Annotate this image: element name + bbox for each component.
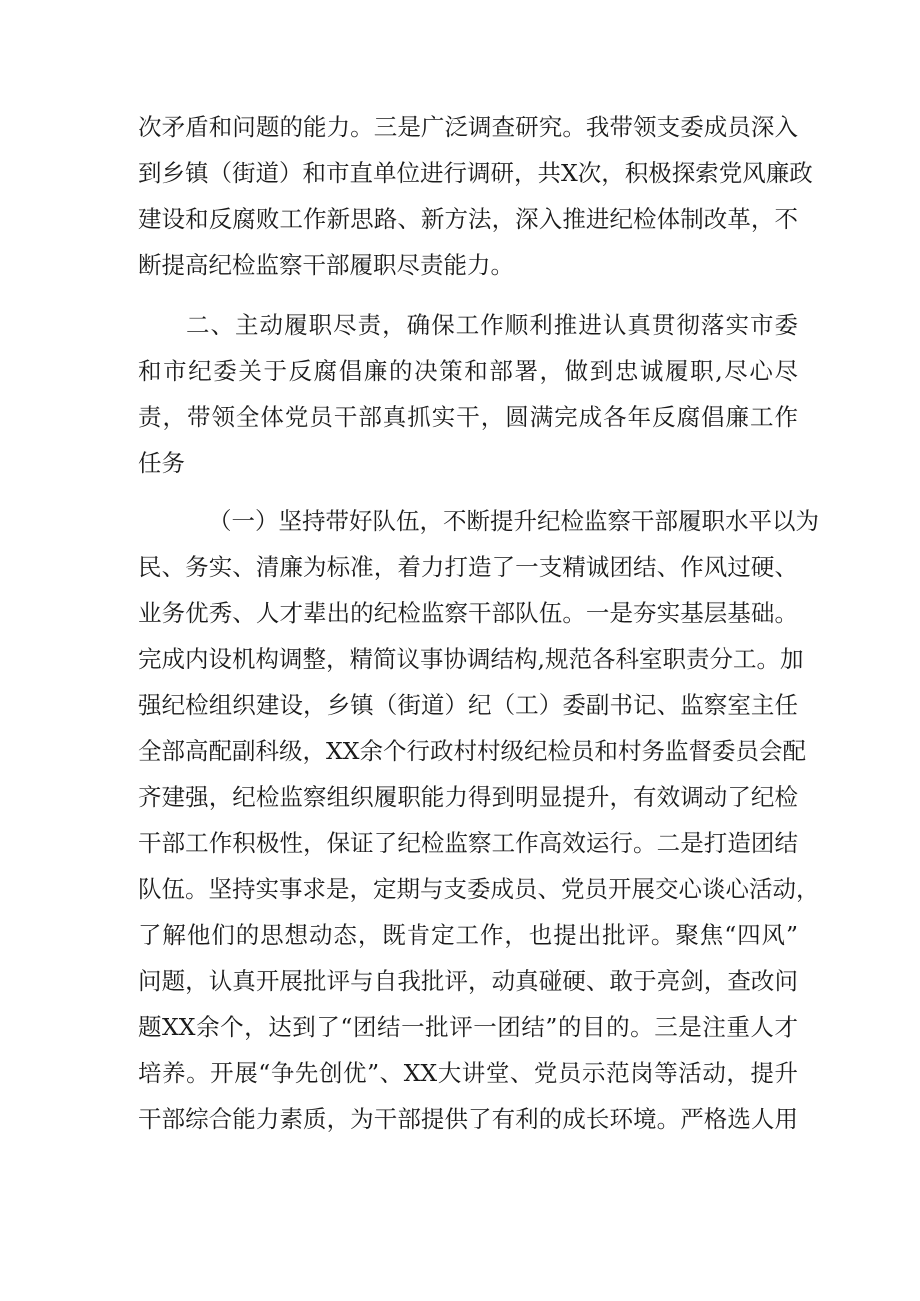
- paragraph-1-line-3: 建设和反腐败工作新思路、新方法，深入推进纪检体制改革，不: [138, 205, 798, 233]
- paragraph-3-line-5: 强纪检组织建设，乡镇（街道）纪（工）委副书记、监察室主任: [138, 691, 798, 719]
- paragraph-3-line-2: 民、务实、清廉为标准，着力打造了一支精诚团结、作风过硬、: [138, 553, 798, 581]
- paragraph-2-line-3: 责，带领全体党员干部真抓实干，圆满完成各年反腐倡廉工作: [138, 403, 798, 431]
- paragraph-1-line-4: 断提高纪检监察干部履职尽责能力。: [138, 251, 514, 279]
- paragraph-3-line-3: 业务优秀、人才辈出的纪检监察干部队伍。一是夯实基层基础。: [138, 599, 798, 627]
- paragraph-1-line-2: 到乡镇（街道）和市直单位进行调研，共X次，积极探索党风廉政: [138, 159, 813, 187]
- paragraph-3-line-12: 题XX余个，达到了“团结一批评一团结”的目的。三是注重人才: [138, 1013, 798, 1041]
- paragraph-2-line-2: 和市纪委关于反腐倡廉的决策和部署，做到忠诚履职,尽心尽: [138, 357, 798, 385]
- paragraph-2-line-1: 二、主动履职尽责，确保工作顺利推进认真贯彻落实市委: [186, 311, 798, 339]
- paragraph-3-line-1: （一）坚持带好队伍，不断提升纪检监察干部履职水平以为: [208, 507, 819, 535]
- paragraph-3-line-10: 了解他们的思想动态，既肯定工作，也提出批评。聚焦“四风”: [138, 921, 798, 949]
- paragraph-3-line-8: 干部工作积极性，保证了纪检监察工作高效运行。二是打造团结: [138, 829, 798, 857]
- paragraph-3-line-6: 全部高配副科级，XX余个行政村村级纪检员和村务监督委员会配: [138, 737, 806, 765]
- paragraph-3-line-14: 干部综合能力素质，为干部提供了有利的成长环境。严格选人用: [138, 1105, 798, 1133]
- paragraph-1-line-1: 次矛盾和问题的能力。三是广泛调查研究。我带领支委成员深入: [138, 113, 798, 141]
- paragraph-3-line-4: 完成内设机构调整，精简议事协调结构,规范各科室职责分工。加: [138, 645, 804, 673]
- paragraph-3-line-13: 培养。开展“争先创优”、XX大讲堂、党员示范岗等活动，提升: [138, 1059, 798, 1087]
- paragraph-3-line-7: 齐建强，纪检监察组织履职能力得到明显提升，有效调动了纪检: [138, 783, 798, 811]
- paragraph-2-line-4: 任务: [138, 449, 185, 477]
- paragraph-3-line-11: 问题，认真开展批评与自我批评，动真碰硬、敢于亮剑，查改问: [138, 967, 798, 995]
- paragraph-3-line-9: 队伍。坚持实事求是，定期与支委成员、党员开展交心谈心活动，: [138, 875, 820, 903]
